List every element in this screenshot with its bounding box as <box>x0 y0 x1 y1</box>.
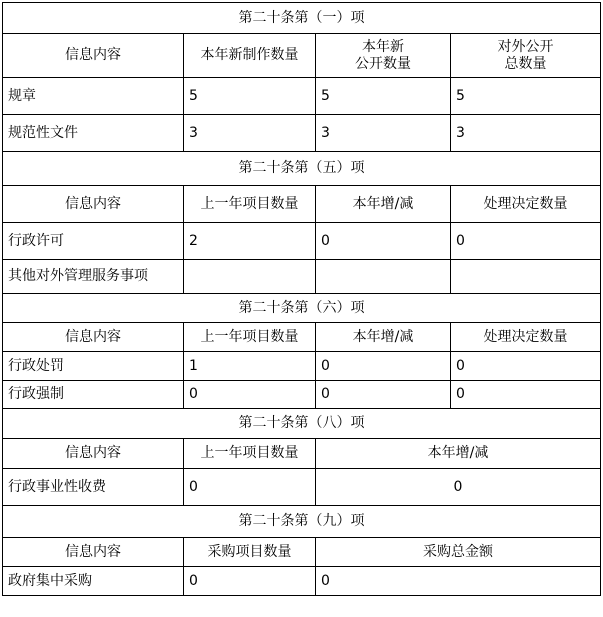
cell-value: 0 <box>451 223 601 260</box>
header-row <box>3 538 601 567</box>
row-label: 行政事业性收费 <box>3 469 184 506</box>
column-header: 处理决定数量 <box>451 323 601 352</box>
table-row <box>3 78 601 115</box>
cell-value: 3 <box>316 115 451 152</box>
cell-value: 0 <box>184 567 316 596</box>
row-label: 行政处罚 <box>3 352 184 381</box>
column-header: 上一年项目数量 <box>184 439 316 469</box>
column-header: 本年增/减 <box>316 323 451 352</box>
column-header: 信息内容 <box>3 186 184 223</box>
row-label: 规范性文件 <box>3 115 184 152</box>
cell-value: 0 <box>316 469 601 506</box>
cell-value <box>316 260 451 294</box>
section-title-row <box>3 409 601 439</box>
cell-value: 0 <box>184 469 316 506</box>
column-header: 信息内容 <box>3 323 184 352</box>
column-header-line: 总数量 <box>504 55 547 72</box>
column-header: 信息内容 <box>3 34 184 78</box>
cell-value: 5 <box>451 78 601 115</box>
column-header: 本年增/减 <box>316 186 451 223</box>
section-title-row <box>3 294 601 323</box>
section-title: 第二十条第（一）项 <box>3 3 601 34</box>
row-label: 其他对外管理服务事项 <box>3 260 184 294</box>
row-label: 行政强制 <box>3 381 184 409</box>
header-row <box>3 186 601 223</box>
column-header-line: 本年新 <box>362 38 404 55</box>
column-header: 本年新制作数量 <box>184 34 316 78</box>
disclosure-table <box>2 2 601 596</box>
cell-value: 0 <box>316 567 601 596</box>
cell-value <box>451 260 601 294</box>
row-label: 政府集中采购 <box>3 567 184 596</box>
column-header: 上一年项目数量 <box>184 323 316 352</box>
table-row <box>3 115 601 152</box>
table-row <box>3 223 601 260</box>
cell-value: 0 <box>316 352 451 381</box>
section-title-row <box>3 152 601 186</box>
column-header-line: 对外公开 <box>497 38 554 55</box>
cell-value: 5 <box>184 78 316 115</box>
cell-value: 3 <box>451 115 601 152</box>
cell-value: 5 <box>316 78 451 115</box>
section-title-row <box>3 3 601 34</box>
cell-value: 1 <box>184 352 316 381</box>
cell-value <box>184 260 316 294</box>
table-row <box>3 469 601 506</box>
column-header: 采购项目数量 <box>184 538 316 567</box>
cell-value: 0 <box>316 223 451 260</box>
column-header: 处理决定数量 <box>451 186 601 223</box>
table-row <box>3 567 601 596</box>
cell-value: 0 <box>451 352 601 381</box>
column-header: 信息内容 <box>3 538 184 567</box>
column-header: 信息内容 <box>3 439 184 469</box>
column-header-line: 公开数量 <box>355 55 411 72</box>
cell-value: 0 <box>184 381 316 409</box>
cell-value: 2 <box>184 223 316 260</box>
section-title: 第二十条第（八）项 <box>3 409 601 439</box>
row-label: 行政许可 <box>3 223 184 260</box>
table-row <box>3 352 601 381</box>
table-row <box>3 381 601 409</box>
column-header: 本年增/减 <box>316 439 601 469</box>
row-label: 规章 <box>3 78 184 115</box>
cell-value: 3 <box>184 115 316 152</box>
column-header: 上一年项目数量 <box>184 186 316 223</box>
table-row <box>3 260 601 294</box>
cell-value: 0 <box>451 381 601 409</box>
section-title: 第二十条第（五）项 <box>3 152 601 186</box>
section-title-row <box>3 506 601 538</box>
header-row <box>3 34 601 78</box>
header-row <box>3 439 601 469</box>
column-header: 采购总金额 <box>316 538 601 567</box>
column-header <box>451 34 601 78</box>
section-title: 第二十条第（六）项 <box>3 294 601 323</box>
section-title: 第二十条第（九）项 <box>3 506 601 538</box>
cell-value: 0 <box>316 381 451 409</box>
column-header <box>316 34 451 78</box>
header-row <box>3 323 601 352</box>
